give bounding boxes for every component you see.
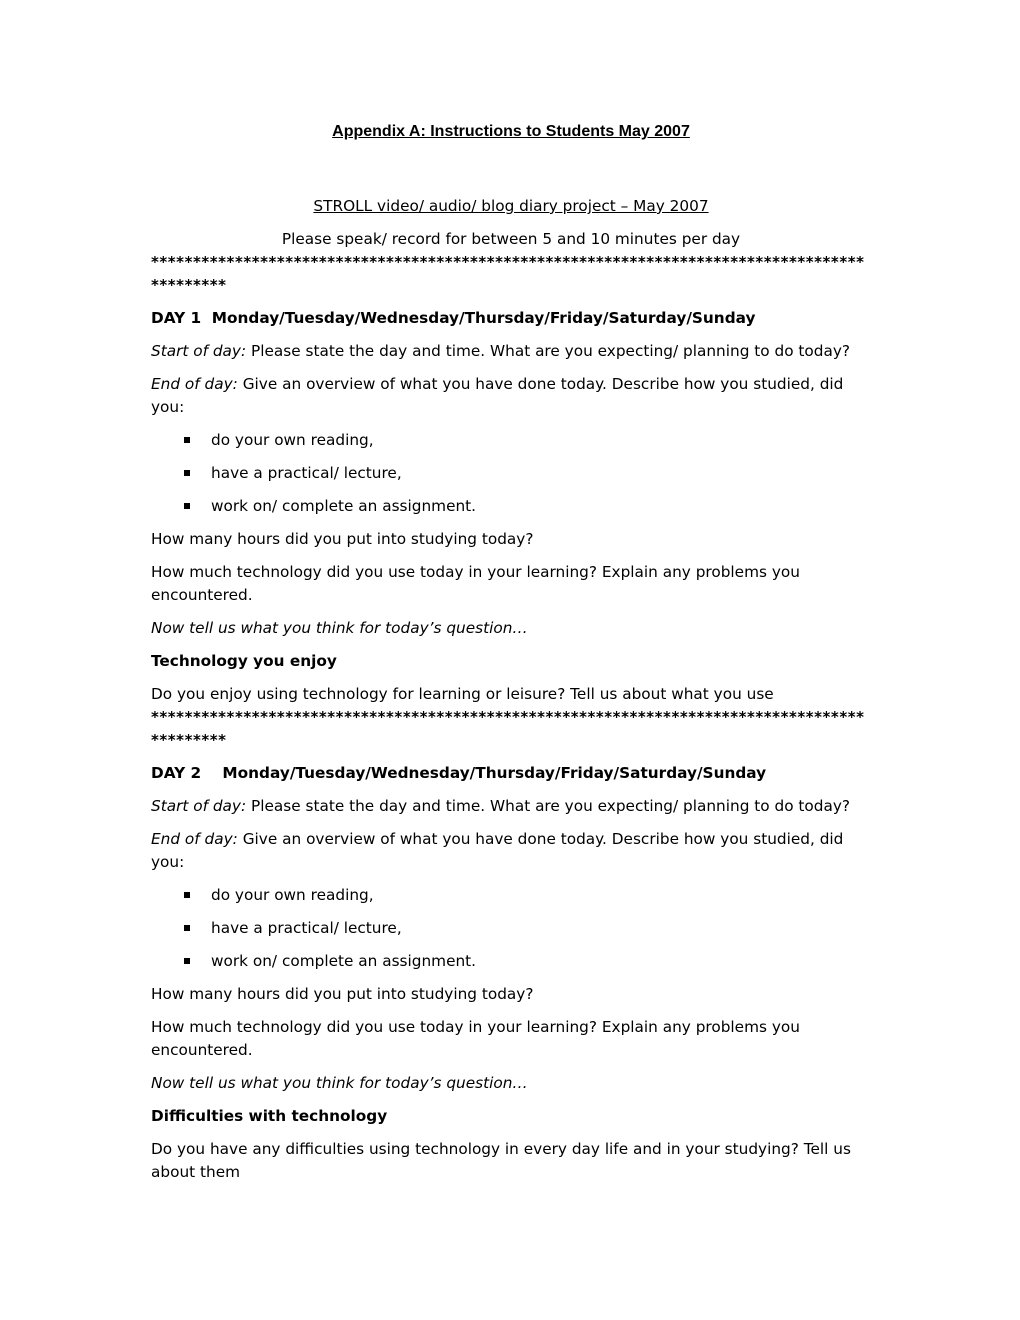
start-of-day [151, 795, 871, 818]
list-item [211, 495, 871, 518]
day-heading: DAY 1 Monday/Tuesday/Wednesday/Thursday/Friday/Saturday/Sunday [151, 309, 756, 327]
daily-question-title: Difficulties with technology [151, 1107, 388, 1125]
hours-question: How many hours did you put into studying today? [151, 985, 534, 1003]
list-item-text: do your own reading, [211, 886, 374, 904]
list-item [211, 917, 871, 940]
day-section-1 [151, 307, 871, 706]
star-separator-row: ************************************************************************************* [151, 253, 865, 271]
recording-instruction: Please speak/ record for between 5 and 10 minutes per day [281, 230, 741, 248]
start-of-day-text: Please state the day and time. What are you expecting/ planning to do today? [246, 342, 851, 360]
list-item [211, 884, 871, 907]
document-page [151, 120, 871, 1184]
end-of-day [151, 373, 871, 419]
list-item-text: do your own reading, [211, 431, 374, 449]
start-of-day-text: Please state the day and time. What are you expecting/ planning to do today? [246, 797, 851, 815]
daily-question-title: Technology you enjoy [151, 652, 337, 670]
now-tell-prompt: Now tell us what you think for today’s question… [151, 619, 528, 637]
study-method-list [151, 884, 871, 973]
square-bullet-icon [184, 503, 190, 509]
square-bullet-icon [184, 925, 190, 931]
start-of-day [151, 340, 871, 363]
list-item-text: have a practical/ lecture, [211, 464, 402, 482]
star-separator-row: ************************************************************************************* [151, 708, 865, 726]
daily-question-text: Do you enjoy using technology for learning or leisure? Tell us about what you use [151, 685, 774, 703]
end-of-day-text: Give an overview of what you have done today. Describe how you studied, did you: [151, 830, 844, 871]
now-tell-prompt: Now tell us what you think for today’s question… [151, 1074, 528, 1092]
list-item [211, 950, 871, 973]
list-item [211, 462, 871, 485]
star-separator-row: ********* [151, 276, 227, 294]
list-item-text: have a practical/ lecture, [211, 919, 402, 937]
star-separator [151, 706, 873, 752]
end-of-day-label: End of day: [151, 830, 238, 848]
star-separator [151, 251, 873, 297]
technology-question: How much technology did you use today in your learning? Explain any problems you encountered. [151, 1018, 800, 1059]
square-bullet-icon [184, 470, 190, 476]
star-separator-row: ********* [151, 731, 227, 749]
project-subtitle: STROLL video/ audio/ blog diary project – May 2007 [313, 197, 709, 215]
square-bullet-icon [184, 958, 190, 964]
hours-question: How many hours did you put into studying today? [151, 530, 534, 548]
daily-question-text: Do you have any difficulties using technology in every day life and in your studying? Tell us about them [151, 1140, 851, 1181]
day-heading: DAY 2 Monday/Tuesday/Wednesday/Thursday/Friday/Saturday/Sunday [151, 764, 767, 782]
list-item-text: work on/ complete an assignment. [211, 497, 477, 515]
square-bullet-icon [184, 437, 190, 443]
list-item [211, 429, 871, 452]
technology-question: How much technology did you use today in your learning? Explain any problems you encountered. [151, 563, 800, 604]
end-of-day [151, 828, 871, 874]
page-title: Appendix A: Instructions to Students May 2007 [332, 123, 690, 140]
end-of-day-text: Give an overview of what you have done today. Describe how you studied, did you: [151, 375, 844, 416]
start-of-day-label: Start of day: [151, 797, 247, 815]
study-method-list [151, 429, 871, 518]
end-of-day-label: End of day: [151, 375, 238, 393]
list-item-text: work on/ complete an assignment. [211, 952, 477, 970]
day-section-2 [151, 762, 871, 1184]
start-of-day-label: Start of day: [151, 342, 247, 360]
square-bullet-icon [184, 892, 190, 898]
